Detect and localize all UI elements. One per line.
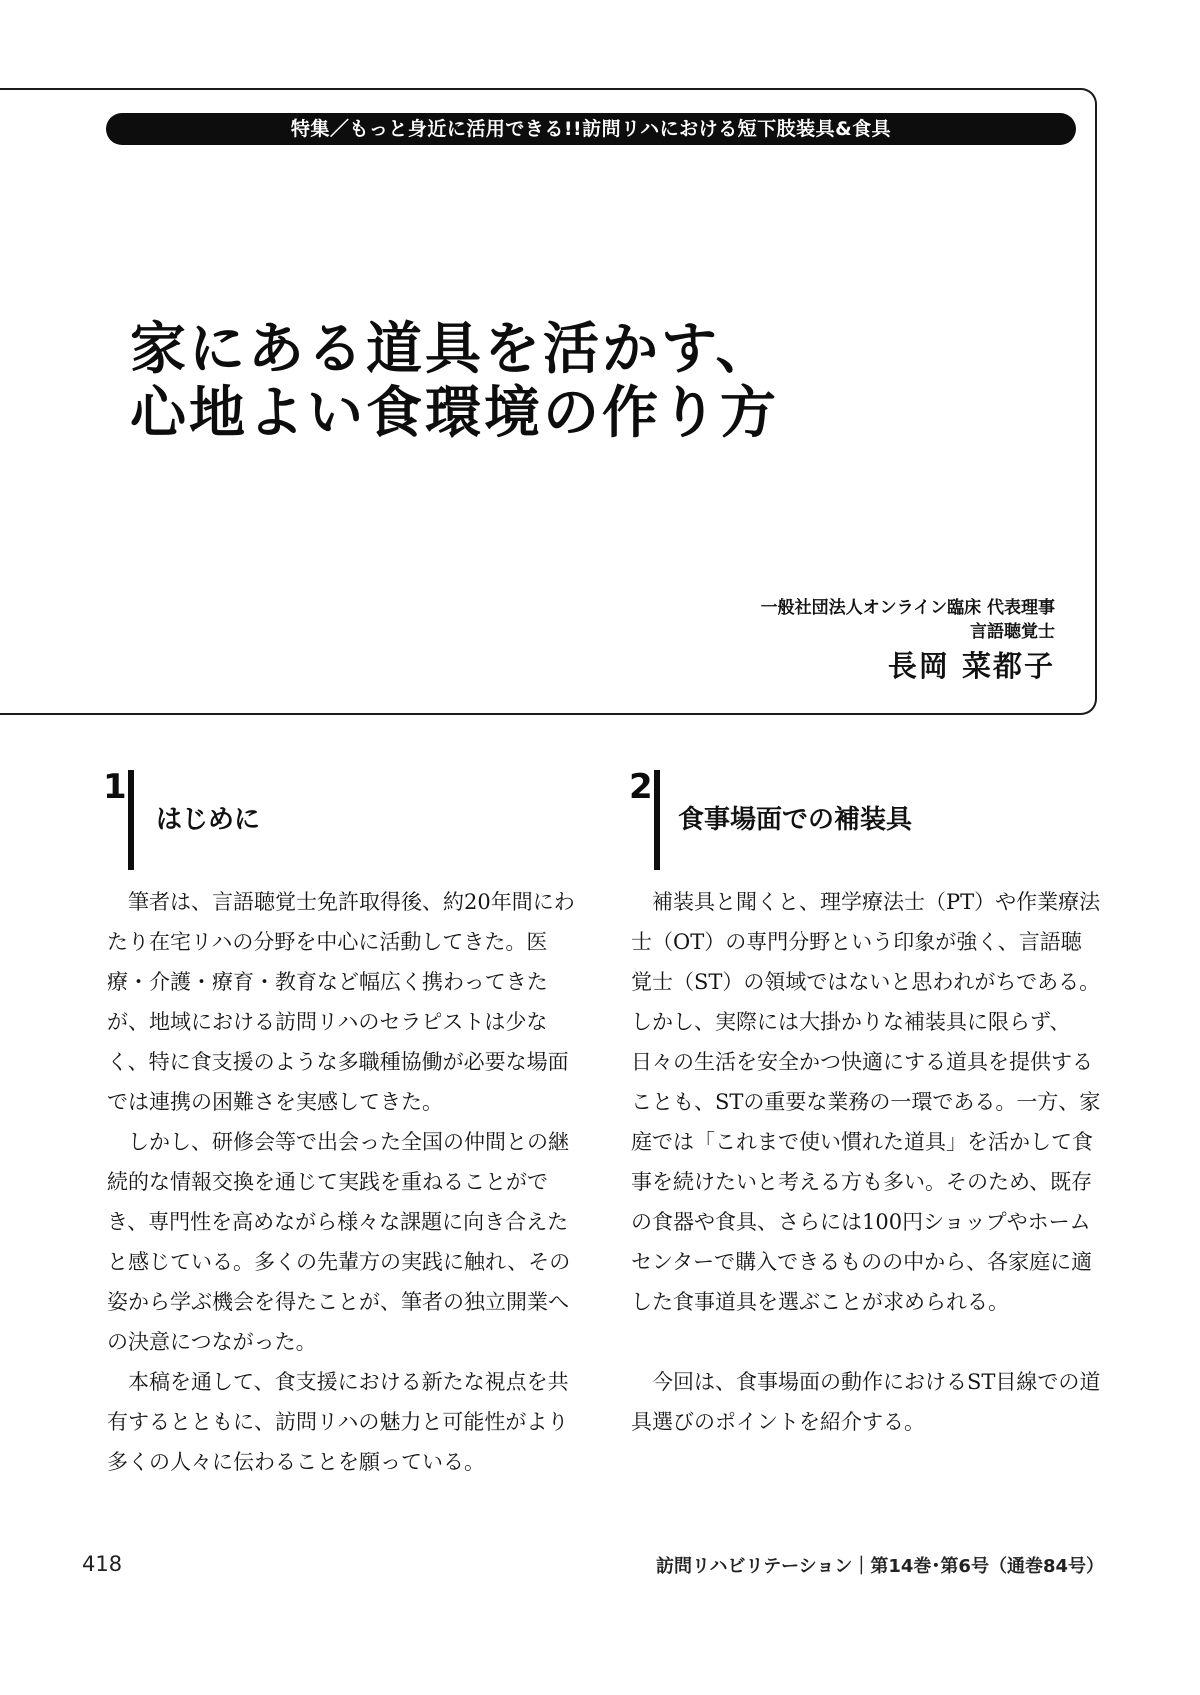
section-1-body [107, 882, 577, 1482]
author-block [761, 596, 1055, 686]
section-2-bar [654, 770, 660, 870]
journal-footer: 訪問リハビリテーション｜第14巻･第6号（通巻84号） [656, 1556, 1104, 1577]
section-2-paragraph: 今回は、食事場面の動作におけるST目線での道具選びのポイントを紹介する。 [631, 1370, 1101, 1434]
section-1-heading: はじめに [156, 805, 261, 835]
section-1-paragraph: 筆者は、言語聴覚士免許取得後、約20年間にわたり在宅リハの分野を中心に活動してきた。医療・介護・療育・教育など幅広く携わってきたが、地域における訪問リハのセラピストは少なく、特に食支援のような多職種協働が必要な場面では連携の困難さを実感してきた。 [107, 890, 575, 1114]
page-number: 418 [82, 1552, 123, 1576]
section-2-number: 2 [629, 767, 653, 807]
section-2-paragraph: 補装具と聞くと、理学療法士（PT）や作業療法士（OT）の専門分野という印象が強く、言語聴覚士（ST）の領域ではないと思われがちである。しかし、実際には大掛かりな補装具に限らず、日々の生活を安全かつ快適にする道具を提供することも、STの重要な業務の一環である。一方、家庭では「これまで使い慣れた道具」を活かして食事を続けたいと考える方も多い。そのため、既存の食器や食具、さらには100円ショップやホームセンターで購入できるものの中から、各家庭に適した食事道具を選ぶことが求められる。 [631, 890, 1101, 1314]
author-affiliation: 一般社団法人オンライン臨床 代表理事 [760, 598, 1055, 618]
title-line-1: 家にある道具を活かす、 [130, 317, 775, 382]
feature-banner: 特集／もっと身近に活用できる!!訪問リハにおける短下肢装具&食具 [106, 113, 1076, 145]
section-1-bar [128, 770, 134, 870]
section-1-paragraph: 本稿を通して、食支援における新たな視点を共有するとともに、訪問リハの魅力と可能性がより多くの人々に伝わることを願っている。 [107, 1370, 569, 1474]
author-name: 長岡 菜都子 [887, 649, 1055, 683]
paragraph-gap [631, 1322, 1101, 1362]
article-title [130, 318, 1030, 446]
section-1-paragraph: しかし、研修会等で出会った全国の仲間との継続的な情報交換を通じて実践を重ねることができ、専門性を高めながら様々な課題に向き合えたと感じている。多くの先輩方の実践に触れ、その姿から学ぶ機会を得たことが、筆者の独立開業への決意につながった。 [107, 1130, 571, 1354]
section-1-number: 1 [103, 767, 127, 807]
title-line-2: 心地よい食環境の作り方 [130, 381, 779, 446]
section-2-body [631, 882, 1101, 1442]
section-2-heading: 食事場面での補装具 [678, 805, 913, 835]
author-qualification: 言語聴覚士 [970, 622, 1055, 642]
